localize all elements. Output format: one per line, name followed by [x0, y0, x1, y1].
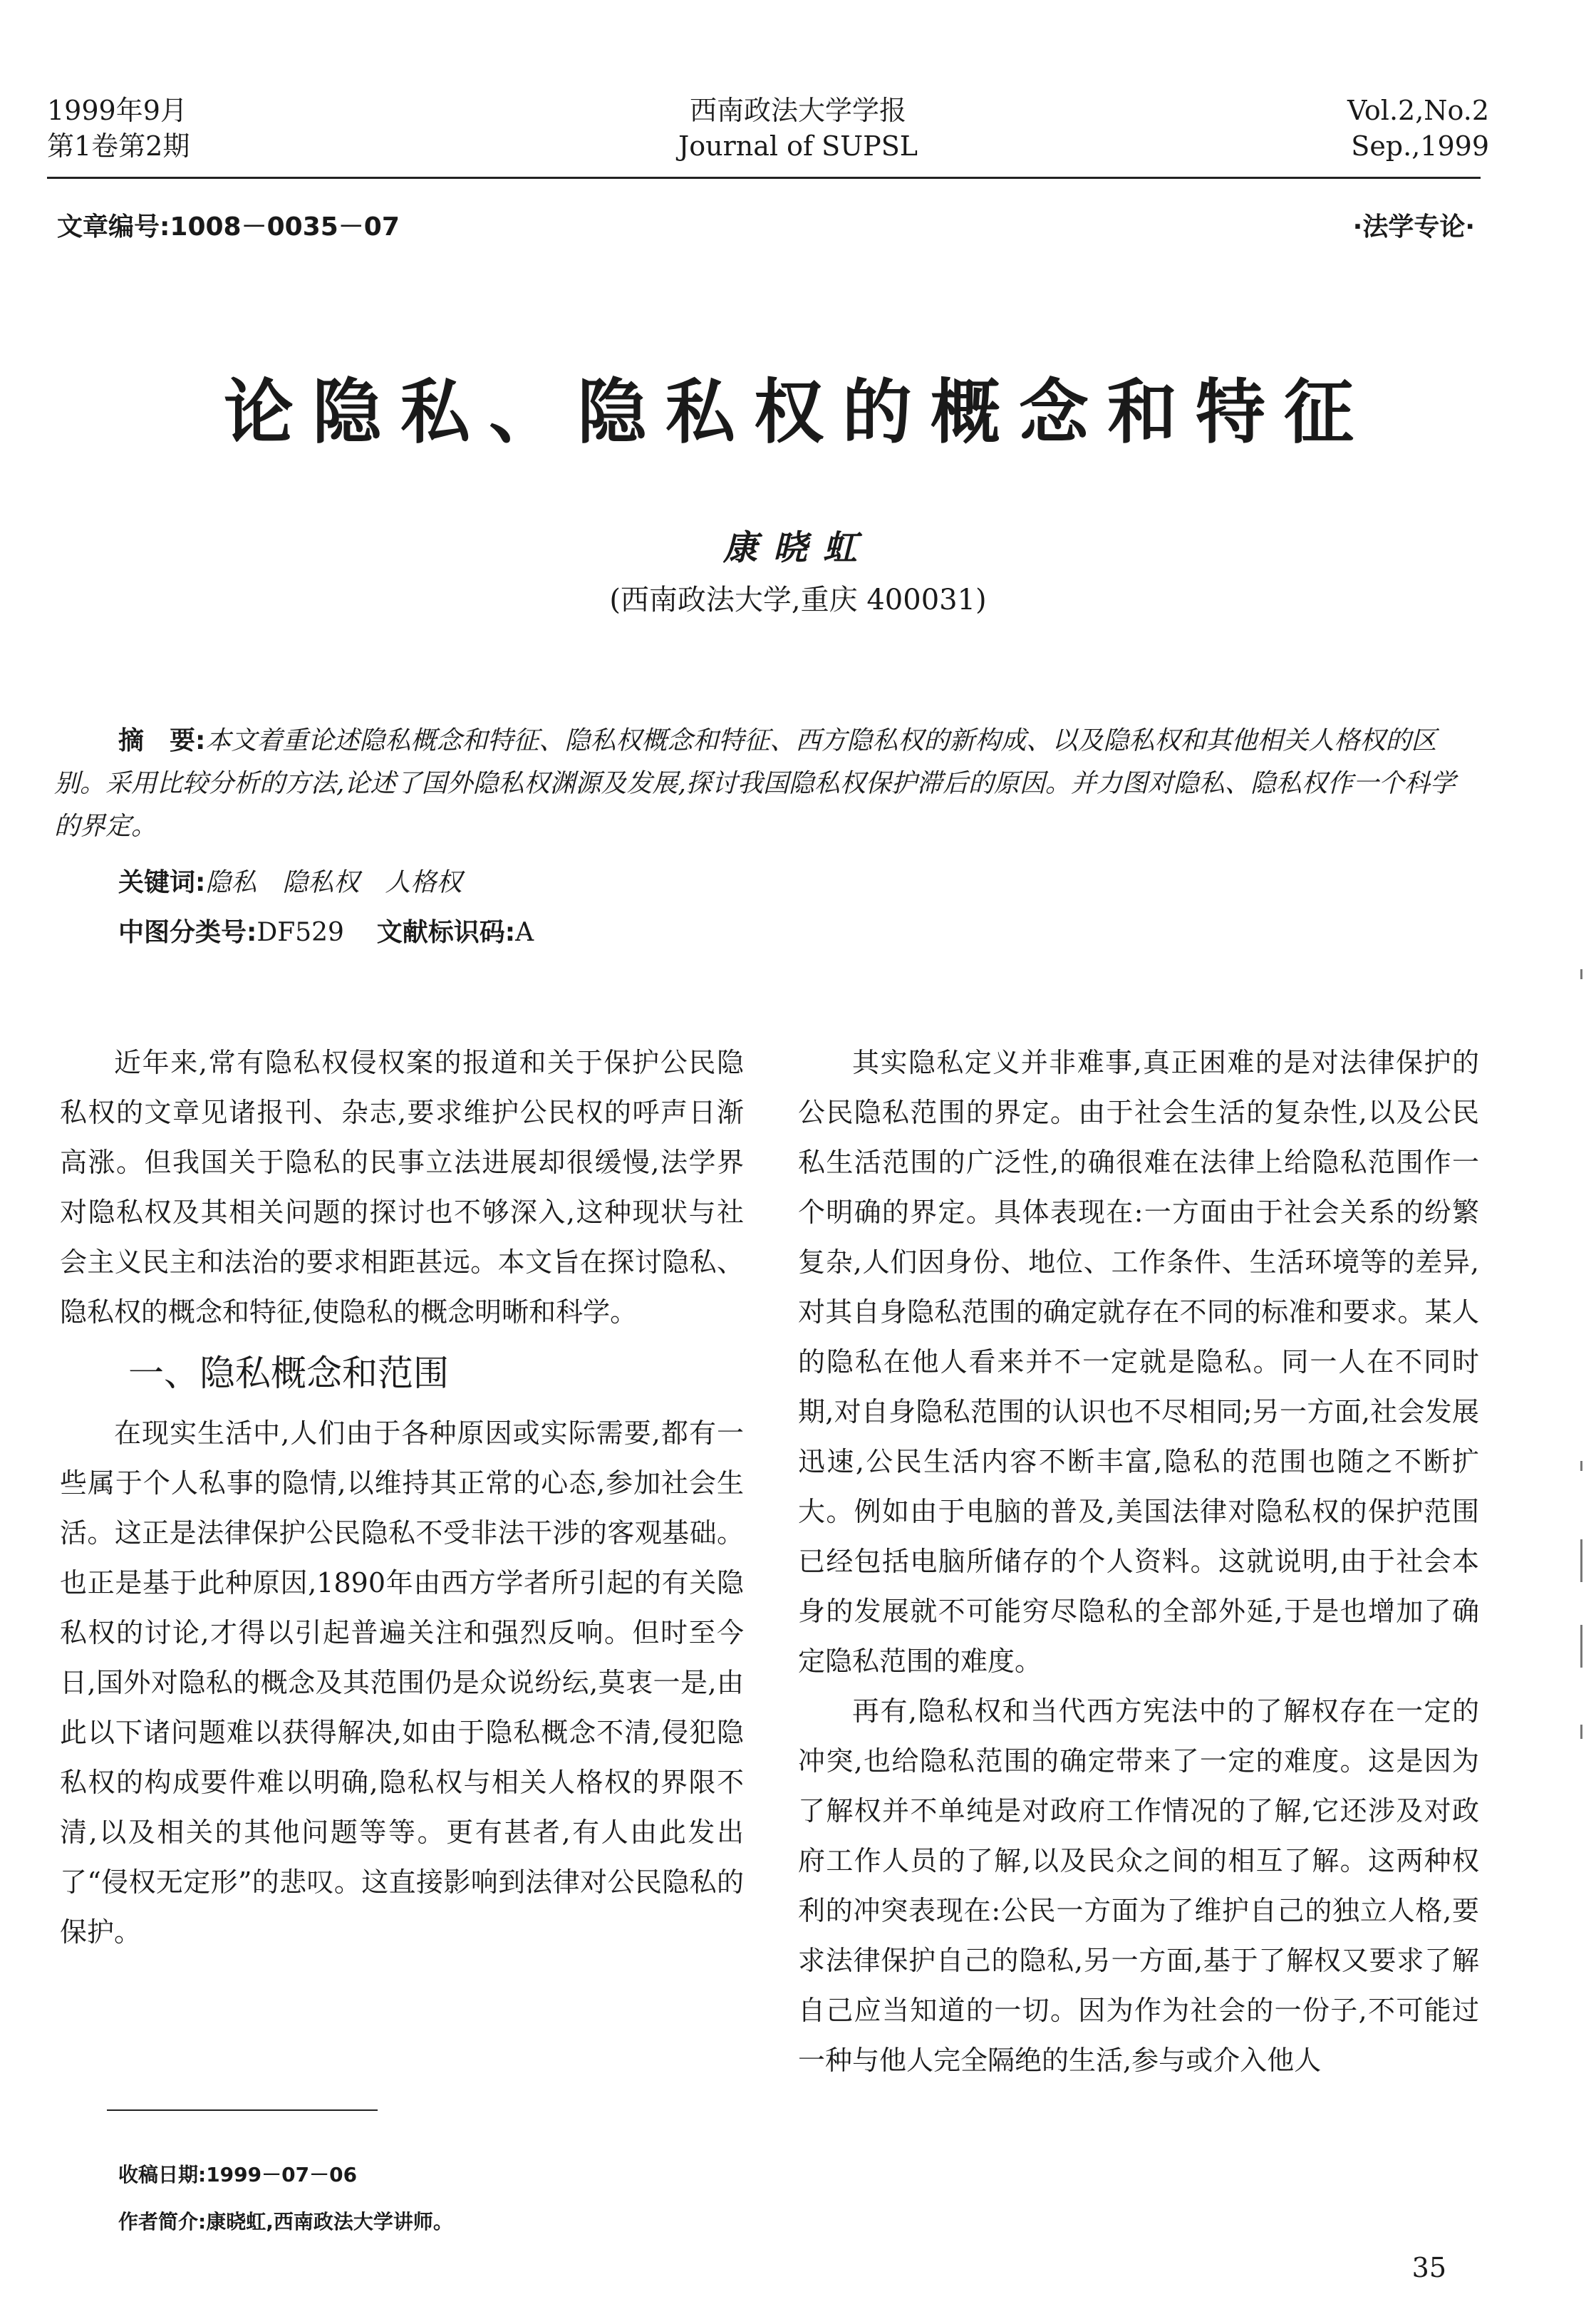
header-date-en: Sep.,1999	[1351, 130, 1489, 162]
classification	[118, 912, 534, 949]
author-name: 康晓虹	[722, 528, 873, 568]
footnote-rule	[107, 2109, 378, 2111]
body-paragraph: 在现实生活中,人们由于各种原因或实际需要,都有一些属于个人私事的隐情,以维持其正常的心态,参加社会生活。这正是法律保护公民隐私不受非法干涉的客观基础。也正是基于此种原因,1890年由西方学者所引起的有关隐私权的讨论,才得以引起普遍关注和强烈反响。但时至今日,国外对隐私的概念及其范围仍是众说纷纭,莫衷一是,由此以下诸问题难以获得解决,如由于隐私概念不清,侵犯隐私权的构成要件难以明确,隐私权与相关人格权的界限不清,以及相关的其他问题等等。更有甚者,有人由此发出了“侵权无定形”的悲叹。这直接影响到法律对公民隐私的保护。	[60, 1417, 744, 1948]
article-number: 文章编号:1008－0035－07	[57, 212, 400, 242]
scan-edge-mark	[1580, 1539, 1582, 1582]
header-rule	[47, 177, 1481, 179]
classification-label: 中图分类号:	[118, 918, 257, 947]
header-vol-en: Vol.2,No.2	[1347, 95, 1489, 126]
doc-code-label: 文献标识码:	[376, 918, 516, 947]
abstract	[54, 720, 1479, 848]
page-number: 35	[1411, 2252, 1446, 2283]
scan-edge-mark	[1580, 969, 1582, 979]
scan-edge-mark	[1580, 1461, 1582, 1471]
header-right	[1347, 93, 1489, 164]
paper-title: 论隐私、隐私权的概念和特征	[223, 371, 1372, 453]
keywords-text: 隐私 隐私权 人格权	[205, 868, 462, 897]
section-heading: 一、隐私概念和范围	[128, 1353, 449, 1394]
header-volume-issue: 第1卷第2期	[47, 130, 190, 162]
section-tag: ·法学专论·	[1352, 212, 1475, 242]
journal-name-cn: 西南政法大学学报	[689, 95, 906, 126]
keywords	[118, 862, 462, 899]
body-paragraph: 近年来,常有隐私权侵权案的报道和关于保护公民隐私权的文章见诸报刊、杂志,要求维护公民权的呼声日渐高涨。但我国关于隐私的民事立法进展却很缓慢,法学界对隐私权及其相关问题的探讨也不够深入,这种现状与社会主义民主和法治的要求相距甚远。本文旨在探讨隐私、隐私权的概念和特征,使隐私的概念明晰和科学。	[60, 1047, 744, 1328]
scan-edge-mark	[1580, 1625, 1582, 1668]
body-column-right	[798, 1038, 1479, 2085]
footnote-received-date: 收稿日期:1999－07－06	[118, 2163, 358, 2186]
classification-value: DF529	[256, 918, 344, 947]
abstract-label: 摘 要:	[118, 726, 206, 755]
doc-code-value: A	[515, 918, 534, 947]
header-date: 1999年9月	[47, 95, 187, 126]
footnote-author-bio: 作者简介:康晓虹,西南政法大学讲师。	[118, 2210, 453, 2233]
body-paragraph: 其实隐私定义并非难事,真正困难的是对法律保护的公民隐私范围的界定。由于社会生活的复杂性,以及公民私生活范围的广泛性,的确很难在法律上给隐私范围作一个明确的界定。具体表现在:一方面由于社会关系的纷繁复杂,人们因身份、地位、工作条件、生活环境等的差异,对其自身隐私范围的确定就存在不同的标准和要求。某人的隐私在他人看来并不一定就是隐私。同一人在不同时期,对自身隐私范围的认识也不尽相同;另一方面,社会发展迅速,公民生活内容不断丰富,隐私的范围也随之不断扩大。例如由于电脑的普及,美国法律对隐私权的保护范围已经包括电脑所储存的个人资料。这就说明,由于社会本身的发展就不可能穷尽隐私的全部外延,于是也增加了确定隐私范围的难度。	[798, 1047, 1479, 1677]
body-column-left	[60, 1038, 744, 1957]
body-paragraph: 再有,隐私权和当代西方宪法中的了解权存在一定的冲突,也给隐私范围的确定带来了一定的难度。这是因为了解权并不单纯是对政府工作情况的了解,它还涉及对政府工作人员的了解,以及民众之间的相互了解。这两种权利的冲突表现在:公民一方面为了维护自己的独立人格,要求法律保护自己的隐私,另一方面,基于了解权又要求了解自己应当知道的一切。因为作为社会的一份子,不可能过一种与他人完全隔绝的生活,参与或介入他人	[798, 1695, 1479, 2076]
scan-edge-mark	[1580, 1725, 1582, 1739]
author-affiliation: (西南政法大学,重庆 400031)	[609, 584, 987, 616]
keywords-label: 关键词:	[118, 868, 206, 897]
journal-name-en: Journal of SUPSL	[678, 130, 918, 162]
abstract-text: 本文着重论述隐私概念和特征、隐私权概念和特征、西方隐私权的新构成、以及隐私权和其他相关人格权的区别。采用比较分析的方法,论述了国外隐私权渊源及发展,探讨我国隐私权保护滞后的原因。并力图对隐私、隐私权作一个科学的界定。	[54, 726, 1456, 841]
